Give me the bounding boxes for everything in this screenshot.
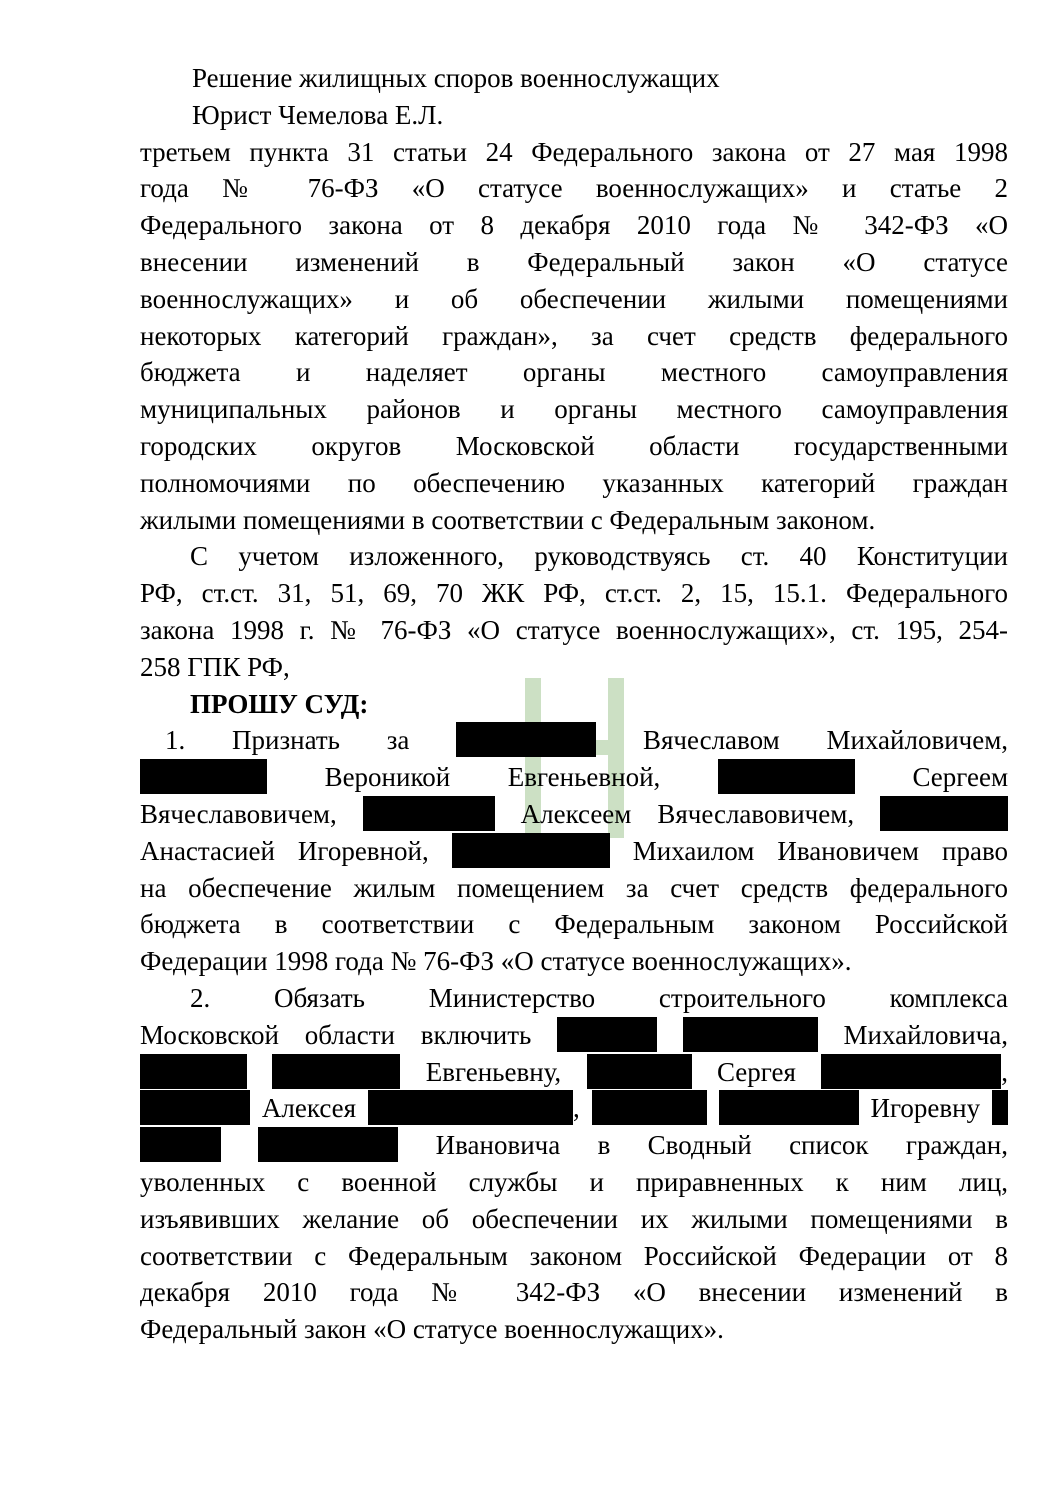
text-run: Признать bbox=[232, 725, 340, 756]
redaction-bar bbox=[140, 1090, 250, 1125]
text-run: внесении изменений в Федеральный закон «О статусе bbox=[140, 246, 1008, 277]
document-line bbox=[140, 1274, 1008, 1311]
text-run: жилыми помещениями в соответствии с Федеральным законом. bbox=[140, 504, 876, 535]
text-run: бюджета в соответствии с Федеральным законом Российской bbox=[140, 909, 1008, 940]
redaction-bar bbox=[368, 1090, 573, 1125]
document-line bbox=[140, 318, 1008, 355]
text-run: бюджета и наделяет органы местного самоуправления bbox=[140, 357, 1008, 388]
text-run: на обеспечение жилым помещением за счет средств федерального bbox=[140, 872, 1008, 903]
text-run: Вячеславовичем, bbox=[657, 798, 855, 829]
text-run: некоторых категорий граждан», за счет средств федерального bbox=[140, 320, 1008, 351]
text-run: строительного bbox=[658, 982, 826, 1013]
paragraph-request-2 bbox=[140, 980, 1008, 1348]
redaction-bar bbox=[258, 1127, 398, 1162]
document-line bbox=[140, 1201, 1008, 1238]
text-run: Ивановича bbox=[435, 1130, 561, 1161]
text-run: городских округов Московской области государственными bbox=[140, 430, 1008, 461]
text-run: уволенных с военной службы и приравненных к ним лиц, bbox=[140, 1166, 1008, 1197]
paragraph-legal-grounds bbox=[140, 538, 1008, 685]
document-line bbox=[140, 134, 1008, 171]
redaction-bar bbox=[719, 1090, 859, 1125]
text-run: военнослужащих» и об обеспечении жилыми помещениями bbox=[140, 283, 1008, 314]
text-run: области bbox=[304, 1019, 395, 1050]
document-line bbox=[140, 833, 1008, 870]
text-run: ПРОШУ СУД: bbox=[190, 688, 369, 719]
text-run: Сергеем bbox=[912, 762, 1009, 793]
document-line bbox=[140, 1017, 1008, 1054]
text-run: в bbox=[597, 1130, 611, 1161]
document-line bbox=[140, 943, 1008, 980]
text-run: соответствии с Федеральным законом Российской Федерации от 8 bbox=[140, 1240, 1008, 1271]
text-run: Евгеньевной, bbox=[507, 762, 661, 793]
document-text-block bbox=[140, 60, 1008, 1348]
document-line bbox=[140, 575, 1008, 612]
redaction-bar bbox=[592, 1090, 707, 1125]
text-run: года № 76-ФЗ «О статусе военнослужащих» и статье 2 bbox=[140, 173, 1008, 204]
text-run: включить bbox=[420, 1019, 532, 1050]
text-run: закона 1998 г. № 76-ФЗ «О статусе военнослужащих», ст. 195, 254- bbox=[140, 614, 1008, 645]
text-run: Сергея bbox=[716, 1056, 796, 1087]
text-run: Министерство bbox=[428, 982, 596, 1013]
text-run: Московской bbox=[140, 1019, 280, 1050]
document-line bbox=[140, 170, 1008, 207]
document-line bbox=[140, 686, 1008, 723]
redaction-bar bbox=[140, 759, 267, 794]
header-line-1: Решение жилищных споров военнослужащих bbox=[192, 63, 720, 93]
text-run: Сводный bbox=[647, 1130, 752, 1161]
document-line bbox=[140, 1164, 1008, 1201]
document-line bbox=[140, 906, 1008, 943]
document-line bbox=[140, 722, 1008, 759]
document-line bbox=[140, 354, 1008, 391]
text-run: Анастасией bbox=[140, 835, 275, 866]
redaction-bar bbox=[821, 1054, 1001, 1089]
text-run: РФ, ст.ст. 31, 51, 69, 70 ЖК РФ, ст.ст. 2, 15, 15.1. Федерального bbox=[140, 578, 1008, 609]
redaction-bar bbox=[456, 722, 596, 757]
text-run: декабря 2010 года № 342-ФЗ «О внесении изменений в bbox=[140, 1277, 1008, 1308]
paragraph-request-1 bbox=[140, 722, 1008, 980]
document-line bbox=[140, 1127, 1008, 1164]
text-run: Михаилом bbox=[632, 835, 755, 866]
text-run: Вероникой bbox=[324, 762, 451, 793]
text-run: Федерального закона от 8 декабря 2010 года № 342-ФЗ «О bbox=[140, 210, 1008, 241]
text-run: 258 ГПК РФ, bbox=[140, 651, 290, 682]
redaction-bar bbox=[718, 759, 855, 794]
document-header bbox=[140, 60, 1008, 134]
document-line bbox=[140, 207, 1008, 244]
redaction-bar bbox=[587, 1054, 692, 1089]
text-run: Вячеславовичем, bbox=[140, 798, 337, 829]
document-body bbox=[140, 134, 1008, 1348]
text-run: изъявивших желание об обеспечении их жилыми помещениями в bbox=[140, 1203, 1008, 1234]
document-line bbox=[140, 1054, 1008, 1091]
request-heading bbox=[140, 686, 1008, 723]
text-run: С учетом изложенного, руководствуясь ст. 40 Конституции bbox=[190, 541, 1008, 572]
document-line bbox=[140, 1311, 1008, 1348]
text-run: Игоревну bbox=[870, 1093, 981, 1124]
document-line bbox=[140, 1238, 1008, 1275]
document-line bbox=[140, 502, 1008, 539]
text-run: третьем пункта 31 статьи 24 Федерального закона от 27 мая 1998 bbox=[140, 136, 1008, 167]
header-line-2: Юрист Чемелова Е.Л. bbox=[192, 99, 444, 130]
document-line bbox=[140, 870, 1008, 907]
text-run: комплекса bbox=[889, 982, 1009, 1013]
document-line bbox=[140, 759, 1008, 796]
text-run: Михайловичем, bbox=[826, 725, 1009, 756]
text-run: , bbox=[1001, 1056, 1009, 1087]
text-run: Федеральный закон «О статусе военнослужащих». bbox=[140, 1314, 724, 1345]
document-line bbox=[140, 465, 1008, 502]
text-run: Ивановичем bbox=[777, 835, 920, 866]
document-line bbox=[140, 281, 1008, 318]
document-line bbox=[140, 1090, 1008, 1127]
text-run: за bbox=[386, 725, 410, 756]
text-run: право bbox=[942, 835, 1009, 866]
text-run: Вячеславом bbox=[642, 725, 780, 756]
document-line bbox=[140, 980, 1008, 1017]
redaction-bar bbox=[992, 1090, 1008, 1125]
redaction-bar bbox=[557, 1017, 657, 1052]
document-line bbox=[140, 244, 1008, 281]
text-run: граждан, bbox=[905, 1130, 1009, 1161]
text-run: Федерации 1998 года № 76-ФЗ «О статусе военнослужащих». bbox=[140, 946, 852, 977]
text-run: Евгеньевну, bbox=[425, 1056, 562, 1087]
document-line bbox=[140, 612, 1008, 649]
document-line bbox=[140, 428, 1008, 465]
document-line bbox=[140, 649, 1008, 686]
text-run: Алексея bbox=[261, 1093, 357, 1124]
text-run: 2. bbox=[190, 982, 211, 1013]
redaction-bar bbox=[880, 796, 1008, 831]
text-run: Алексеем bbox=[520, 798, 632, 829]
redaction-bar bbox=[272, 1054, 400, 1089]
text-run: муниципальных районов и органы местного самоуправления bbox=[140, 394, 1008, 425]
redaction-bar bbox=[683, 1017, 818, 1052]
document-line bbox=[140, 538, 1008, 575]
text-run: Обязать bbox=[273, 982, 365, 1013]
document-line bbox=[140, 391, 1008, 428]
redaction-bar bbox=[140, 1127, 221, 1162]
redaction-bar bbox=[140, 1054, 247, 1089]
document-line bbox=[140, 796, 1008, 833]
text-run: Михайловича, bbox=[843, 1019, 1009, 1050]
text-run: , bbox=[572, 1093, 580, 1124]
text-run: 1. bbox=[165, 725, 186, 756]
text-run: Игоревной, bbox=[297, 835, 429, 866]
redaction-bar bbox=[452, 833, 610, 868]
paragraph-statute-powers bbox=[140, 134, 1008, 539]
text-run: список bbox=[789, 1130, 869, 1161]
text-run: полномочиями по обеспечению указанных категорий граждан bbox=[140, 467, 1008, 498]
redaction-bar bbox=[363, 796, 495, 831]
